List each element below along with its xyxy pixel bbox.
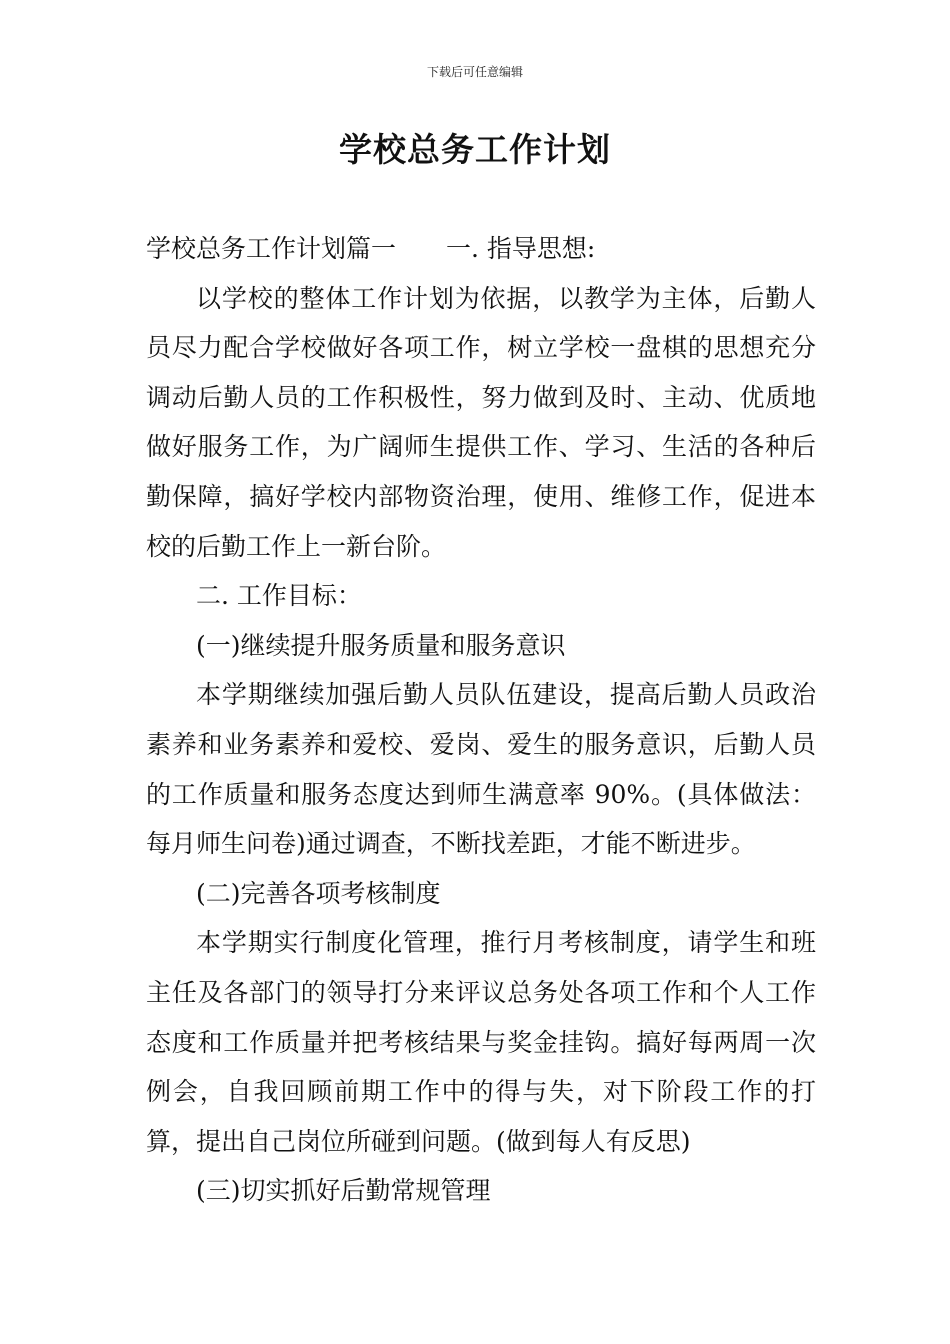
header-note: 下载后可任意编辑	[426, 65, 523, 79]
intro-label: 学校总务工作计划篇一	[146, 234, 397, 263]
paragraph-guiding-ideas: 以学校的整体工作计划为依据，以教学为主体，后勤人员尽力配合学校做好各项工作，树立学校一盘棋的思想充分调动后勤人员的工作积极性，努力做到及时、主动、优质地做好服务工作，为广阔师生提供工作、学习、生活的各种后勤保障，搞好学校内部物资治理，使用、维修工作，促进本校的后勤工作上一新台阶。	[146, 283, 816, 561]
paragraph-assessment-system: 本学期实行制度化管理，推行月考核制度，请学生和班主任及各部门的领导打分来评议总务处各项工作和个人工作态度和工作质量并把考核结果与奖金挂钩。搞好每两周一次例会，自我回顾前期工作中的得与失，对下阶段工作的打算，提出自己岗位所碰到问题。(做到每人有反思)	[146, 928, 816, 1156]
document-title: 学校总务工作计划	[339, 130, 611, 169]
intro-line	[146, 224, 816, 274]
paragraph-service-quality: 本学期继续加强后勤人员队伍建设，提高后勤人员政治素养和业务素养和爱校、爱岗、爱生的服务意识，后勤人员的工作质量和服务态度达到师生满意率 90%。(具体做法：每月师生问卷)通过调查，不断找差距，才能不断进步。	[146, 680, 816, 859]
subheading-assessment-system: (二)完善各项考核制度	[196, 878, 441, 908]
section-heading-goals: 二. 工作目标：	[196, 581, 362, 611]
subheading-service-quality: (一)继续提升服务质量和服务意识	[196, 630, 566, 660]
intro-heading: 一. 指导思想:	[446, 234, 596, 263]
document-body	[146, 224, 816, 1216]
subheading-routine-management: (三)切实抓好后勤常规管理	[196, 1176, 491, 1206]
